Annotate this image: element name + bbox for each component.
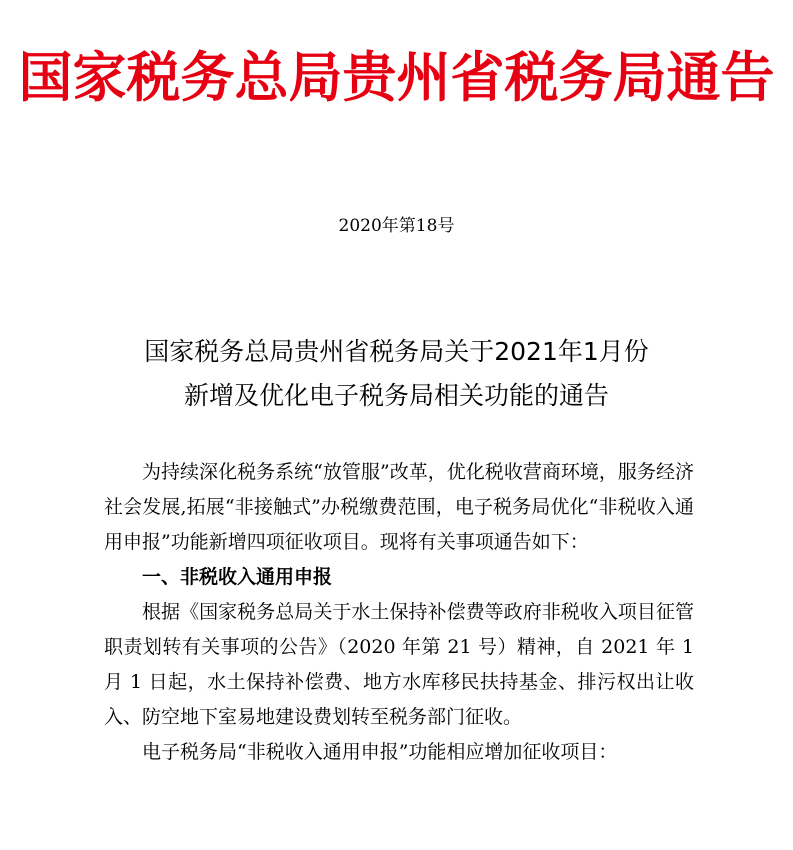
section-heading-1: 一、非税收入通用申报 — [142, 566, 333, 588]
notice-title-line-1: 国家税务总局贵州省税务局关于2021年1月份 — [144, 337, 649, 366]
section1-paragraph-1: 根据《国家税务总局关于水土保持补偿费等政府非税收入项目征管职责划转有关事项的公告》（2020 年第 21 号）精神，自 2021 年 1 月 1 日起，水土保持补偿费、地方水库移民扶持基金、排污权出让收入、防空地下室易地建设费划转至税务部门征收。 — [104, 601, 694, 728]
intro-paragraph: 为持续深化税务系统“放管服”改革，优化税收营商环境，服务经济社会发展,拓展“非接触式”办税缴费范围，电子税务局优化“非税收入通用申报”功能新增四项征收项目。现将有关事项通告如下： — [104, 461, 694, 553]
notice-title — [0, 330, 793, 418]
document-number: 2020年第18号 — [338, 216, 455, 236]
red-header-title: 国家税务总局贵州省税务局通告 — [18, 46, 775, 109]
notice-title-line-2: 新增及优化电子税务局相关功能的通告 — [183, 381, 609, 410]
notice-body — [104, 455, 694, 770]
section1-paragraph-2: 电子税务局“非税收入通用申报”功能相应增加征收项目： — [142, 741, 618, 763]
